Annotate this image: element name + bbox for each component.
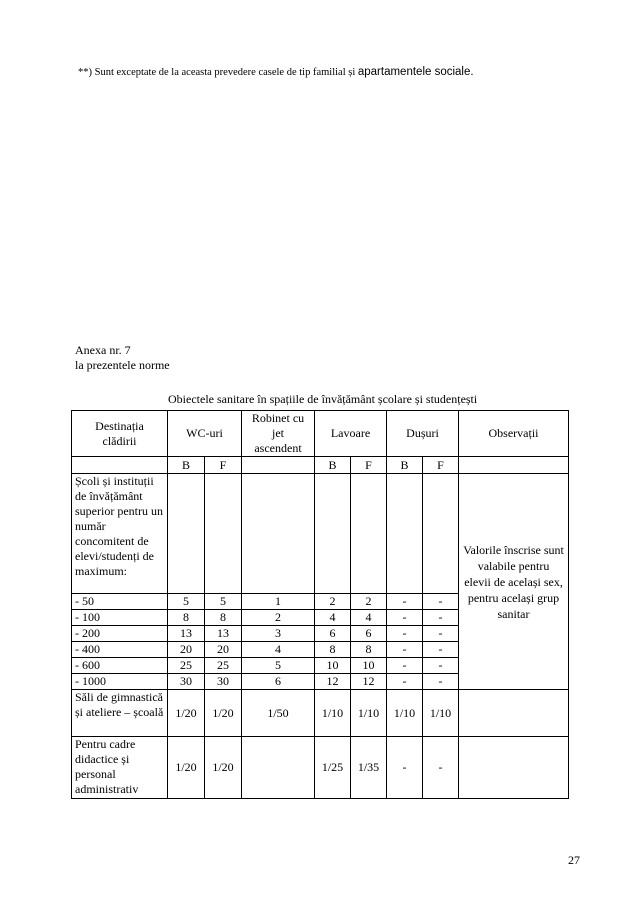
subheader-dus-b: B: [387, 457, 423, 474]
table-title: Obiectele sanitare în spațiile de învățământ școlare și studențești: [168, 392, 478, 406]
footnote-serif-text: **) Sunt exceptate de la aceasta prevedere casele de tip familial și: [78, 67, 356, 78]
header-row: [72, 411, 569, 457]
annex-subtitle: la prezentele norme: [75, 358, 170, 372]
gym-row: Săli de gimnastică și ateliere – școală 1/20 1/20 1/50 1/10 1/10 1/10 1/10: [72, 690, 569, 737]
table-row: - 1000 30 30 6 12 12 - -: [72, 674, 569, 690]
staff-row: Pentru cadre didactice și personal administrativ 1/20 1/20 1/25 1/35 - -: [72, 737, 569, 799]
header-lavoare: Lavoare: [315, 411, 387, 457]
subheader-wc-b: B: [168, 457, 205, 474]
header-wc: WC-uri: [168, 411, 242, 457]
group-label-row: [72, 474, 569, 594]
subheader-lav-b: B: [315, 457, 351, 474]
observatii-note: Valorile înscrise sunt valabile pentru elevii de același sex, pentru același grup sanitar: [459, 474, 569, 690]
table-row: - 600 25 25 5 10 10 - -: [72, 658, 569, 674]
table-row: - 200 13 13 3 6 6 - -: [72, 626, 569, 642]
annex-heading: [75, 343, 170, 373]
subheader-dus-f: F: [423, 457, 459, 474]
table-row: - 50 5 5 1 2 2 - -: [72, 594, 569, 610]
header-robinet: Robinet cu jet ascendent: [242, 411, 315, 457]
group-label-schools: Școli și instituții de învățământ superior pentru un număr concomitent de elevi/studenți de maximum:: [72, 474, 168, 594]
table-row: - 400 20 20 4 8 8 - -: [72, 642, 569, 658]
page-number: 27: [568, 853, 580, 867]
header-observatii: Observații: [459, 411, 569, 457]
sanitary-norms-table: [71, 410, 569, 799]
subheader-lav-f: F: [351, 457, 387, 474]
footnote: [78, 66, 598, 78]
subheader-wc-f: F: [205, 457, 242, 474]
footnote-sans-text: apartamentele sociale.: [357, 66, 474, 78]
header-dusuri: Dușuri: [387, 411, 459, 457]
table-row: - 100 8 8 2 4 4 - -: [72, 610, 569, 626]
annex-number: Anexa nr. 7: [75, 343, 131, 357]
subheader-row: [72, 457, 569, 474]
header-destination: Destinația clădirii: [72, 411, 168, 457]
